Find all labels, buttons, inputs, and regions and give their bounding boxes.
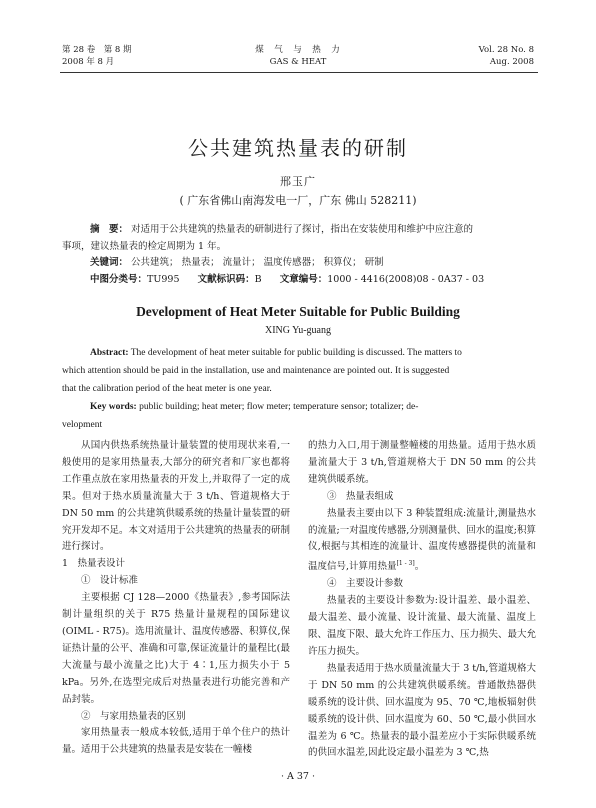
keywords-cn-label: 关键词： <box>90 257 129 268</box>
affiliation-cn: ( 广东省佛山南海发电一厂，广东 佛山 528211) <box>179 194 417 207</box>
body-column-right <box>308 438 536 762</box>
abstract-en-line3: that the calibration period of the heat meter is one year. <box>62 384 272 394</box>
citation-ref: [1 - 3] <box>396 560 415 568</box>
keywords-en-text1: public building; heat meter; flow meter; temperature sensor; totalizer; de- <box>139 402 419 412</box>
journal-name-cn: 煤 气 与 热 力 <box>255 45 341 55</box>
section-heading-1: 1 热量表设计 <box>62 558 126 570</box>
doc-code-label: 文献标识码： <box>197 273 255 285</box>
abstract-cn <box>62 222 536 288</box>
paper-title-en: Development of Heat Meter Suitable for Public Building <box>136 304 460 319</box>
abstract-en-line2: which attention should be paid in the installation, use and maintenance are pointed out. It is suggested <box>62 366 450 376</box>
abstract-en-line1 <box>62 344 536 362</box>
journal-name-en: GAS & HEAT <box>269 57 327 67</box>
article-no-value: 1000 - 4416(2008)08 - 0A37 - 03 <box>327 273 485 285</box>
author-cn: 邢玉广 <box>280 175 316 188</box>
header-rule <box>60 72 538 73</box>
application-paragraph: 热量表适用于热水质量流量大于 3 t/h,管道规格大于 DN 50 mm 的公共建筑供暖系统。普通散热器供暖系统的设计供、回水温度为 95、70 ℃,地板辐射供暖系统的设计供、回水温度为 60、50 ℃,最小供回水温差为 6 ℃。热量表的最小温差应小于实际供暖系统的供回水温差,因此设定最小温差为 3 ℃,热 <box>308 662 536 759</box>
abstract-en <box>62 344 536 434</box>
clc-value: TU995 <box>147 273 180 285</box>
abstract-en-label: Abstract: <box>90 348 129 358</box>
doc-code-value: B <box>254 273 262 285</box>
volume-issue-text: 第 28 卷 第 8 期 <box>62 45 132 55</box>
article-no-label: 文章编号： <box>279 273 328 285</box>
composition-text: 热量表主要由以下 3 种装置组成:流量计,测量热水的流量;一对温度传感器,分别测量供、回水的温度;积算仪,根据与其相连的流量计、温度传感器提供的流量和温度信号,计算用热量 <box>308 507 536 573</box>
keywords-en-line2: velopment <box>62 420 103 430</box>
keywords-cn-text: 公共建筑； 热量表； 流量计； 温度传感器； 积算仪； 研制 <box>131 257 384 268</box>
intro-paragraph: 从国内供热系统热量计量装置的使用现状来看,一般使用的是家用热量表,大部分的研究者和厂家也都将工作重点放在家用热量表的开发上,并取得了一定的成果。但对于热水质量流量大于 3 t/h、管道规格大于 DN 50 mm 的公共建筑供暖系统的热量计量装置的研究开发却不足。本文对适用于公共建筑的热量表的研制进行探讨。 <box>62 440 291 553</box>
design-standard-paragraph: 主要根据 CJ 128—2000《热量表》,参考国际法制计量组织的关于 R75 热量计量规程的国际建议(OIML - R75)。选用流量计、温度传感器、积算仪,保证热计量的公平、准确和可靠,保证流量计的量程比(最大流量与最小流量之比)大于 4∶1,压力损失小于 5 kPa。另外,在选型完成后对热量表进行功能完善和产品封装。 <box>62 592 291 705</box>
subheading-parameters: ④ 主要设计参数 <box>327 578 404 590</box>
date-en-text: Aug. 2008 <box>489 57 534 67</box>
abstract-cn-text1: 对适用于公共建筑的热量表的研制进行了探讨，指出在安装使用和维护中应注意的 <box>131 224 474 235</box>
composition-paragraph <box>308 506 536 577</box>
keywords-cn <box>62 255 536 272</box>
keywords-en-label: Key words: <box>90 402 137 412</box>
parameters-paragraph: 热量表的主要设计参数为:设计温差、最小温差、最大温差、最小流量、设计流量、最大流量、温度上限、温度下限、最大允许工作压力、压力损失、最大允许压力损失。 <box>308 595 537 658</box>
keywords-en <box>62 398 536 416</box>
author-en: XING Yu-guang <box>264 325 331 336</box>
journal-volume-en <box>479 44 534 68</box>
abstract-cn-label: 摘 要： <box>90 224 129 235</box>
volume-en-text: Vol. 28 No. 8 <box>478 45 534 55</box>
body-column-left <box>62 438 290 759</box>
clc-label: 中图分类号： <box>90 273 148 285</box>
abstract-cn-line2: 事项，建议热量表的检定周期为 1 年。 <box>62 240 227 252</box>
subheading-difference: ② 与家用热量表的区别 <box>81 710 186 722</box>
difference-paragraph: 家用热量表一般成本较低,适用于单个住户的热计量。适用于公共建筑的热量表是安装在一幢楼 <box>62 727 290 756</box>
composition-end: 。 <box>414 561 425 573</box>
abstract-cn-line1 <box>62 222 536 239</box>
page-number: · A 37 · <box>280 771 316 782</box>
paper-title-cn: 公共建筑热量表的研制 <box>188 136 408 160</box>
abstract-en-text1: The development of heat meter suitable for public building is discussed. The matters to <box>130 348 462 358</box>
difference-paragraph-cont: 的热力入口,用于测量整幢楼的用热量。适用于热水质量流量大于 3 t/h,管道规格大于 DN 50 mm 的公共建筑供暖系统。 <box>308 440 536 485</box>
subheading-design-standard: ① 设计标准 <box>81 575 139 587</box>
publication-date-text: 2008 年 8 月 <box>62 57 115 67</box>
subheading-composition: ③ 热量表组成 <box>327 490 394 502</box>
classification-line <box>62 272 536 289</box>
